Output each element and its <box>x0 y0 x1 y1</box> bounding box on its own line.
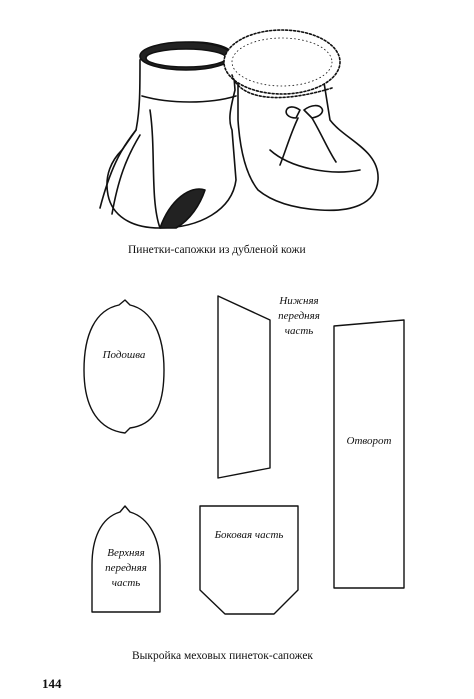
upper-front-label-line1: Верхняя <box>107 547 145 559</box>
illustration-caption: Пинетки-сапожки из дубленой кожи <box>128 244 306 256</box>
upper-front-label-line3: часть <box>111 577 141 589</box>
pattern-caption: Выкройка меховых пинеток-сапожек <box>132 650 314 662</box>
sole-label: Подошва <box>102 349 146 361</box>
cuff-label: Отворот <box>346 435 392 447</box>
lower-front-label-line3: часть <box>284 325 314 337</box>
side-piece <box>200 506 298 614</box>
upper-front-label <box>92 546 160 591</box>
side-label: Боковая часть <box>214 529 284 541</box>
lower-front-piece <box>218 296 270 478</box>
sole-piece <box>84 300 164 433</box>
cuff-piece <box>334 320 404 588</box>
lower-front-label-line1: Нижняя <box>279 295 319 307</box>
upper-front-label-line2: передняя <box>105 562 147 574</box>
lower-front-label-line2: передняя <box>278 310 320 322</box>
page-number: 144 <box>42 676 62 691</box>
lower-front-label <box>264 294 334 339</box>
